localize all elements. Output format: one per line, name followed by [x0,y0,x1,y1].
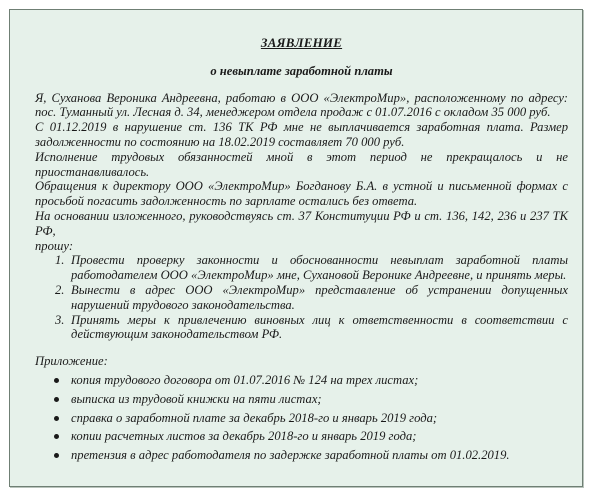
paragraph-legal-basis: На основании изложенного, руководствуясь ст. 37 Конституции РФ и ст. 136, 142, 236 и 237 ТК РФ, [35,208,568,238]
attachments-label: Приложение: [35,354,108,369]
request-number: 3. [55,312,65,327]
request-text: Принять меры к привлечению виновных лиц к ответственности в соответствии с действующим законодательством РФ. [71,312,568,342]
bullet-icon [54,397,59,402]
document-title: ЗАЯВЛЕНИЕ [260,35,343,50]
request-text: Вынести в адрес ООО «ЭлектроМир» представление об устранении допущенных нарушений трудового законодательства. [71,282,568,312]
paragraph-debt: С 01.12.2019 в нарушение ст. 136 ТК РФ мне не выплачивается заработная плата. Размер задолженности по состоянию на 18.02.2019 составляет 70 000 руб. [35,120,568,149]
attachment-text: копии расчетных листов за декабрь 2018-го и январь 2019 года; [71,429,417,444]
request-item [55,282,568,313]
bullet-icon [54,434,59,439]
paragraph-appeals: Обращения к директору ООО «ЭлектроМир» Богданову Б.А. в устной и письменной формах с просьбой погасить задолженность по зарплате остались без ответа. [35,179,568,209]
attachment-item [71,429,568,444]
bullet-icon [54,378,59,383]
request-number: 2. [55,282,65,297]
attachment-text: копия трудового договора от 01.07.2016 № 124 на трех листах; [71,372,419,387]
attachments-list [35,373,568,463]
attachment-item [71,411,568,426]
attachment-text: претензия в адрес работодателя по задержке заработной платы от 01.02.2019. [71,448,510,463]
bullet-icon [54,453,59,458]
request-text: Провести проверку законности и обоснованности невыплат заработной платы работодателем ООО «ЭлектроМир» мне, Сухановой Веронике Андреевне, и принять меры. [71,253,568,283]
paragraph-duties: Исполнение трудовых обязанностей мной в этот период не прекращалось и не приостанавливалось. [35,149,568,179]
document-subtitle: о невыплате заработной платы [210,63,393,78]
statement-document [9,9,583,487]
request-number: 1. [55,253,65,268]
paragraph-employment: Я, Суханова Вероника Андреевна, работаю в ООО «ЭлектроМир», расположенному по адресу: пос. Туманный ул. Лесная д. 34, менеджером отдела продаж с 01.07.2016 с окладом 35 000 руб. [35,90,568,120]
attachment-text: выписка из трудовой книжки на пяти листах; [71,391,322,406]
attachment-item [71,448,568,463]
requests-list [35,253,568,342]
attachment-text: справка о заработной плате за декабрь 2018-го и январь 2019 года; [71,410,438,425]
attachment-item [71,373,568,388]
bullet-icon [54,416,59,421]
request-item [55,253,568,283]
attachment-item [71,392,568,407]
paragraph-request-intro: прошу: [35,238,74,253]
request-item [55,312,568,343]
